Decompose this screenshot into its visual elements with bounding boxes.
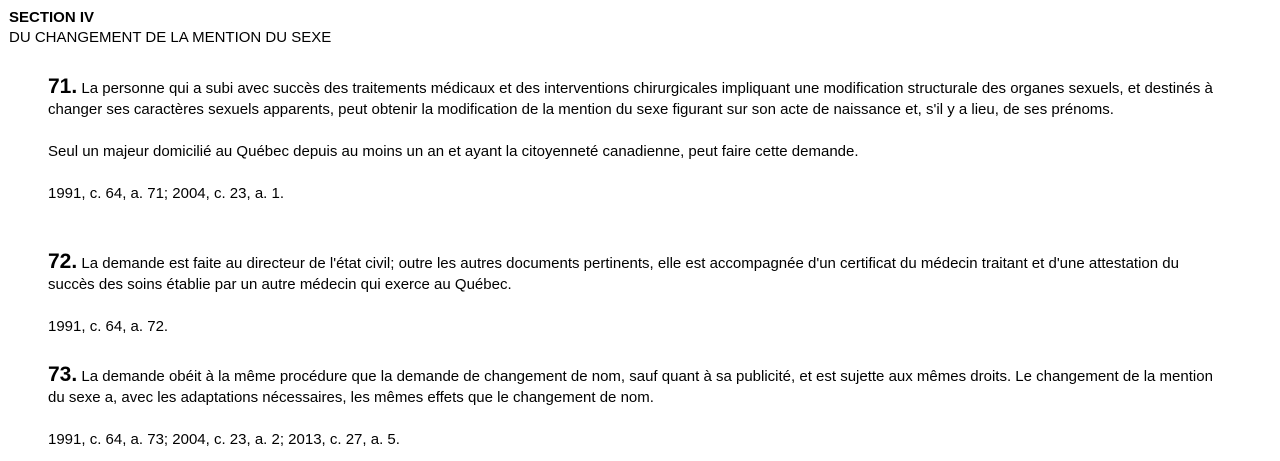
article-text: La demande est faite au directeur de l'état civil; outre les autres documents pertinents, elle est accompagnée d'un certificat du médecin traitant et d'une attestation du succès des soins établie par un autre médecin qui exerce au Québec. (48, 255, 1179, 293)
article-history: 1991, c. 64, a. 71; 2004, c. 23, a. 1. (48, 185, 285, 202)
article-number: 73. (48, 363, 78, 386)
article-text: La demande obéit à la même procédure que la demande de changement de nom, sauf quant à sa publicité, et est sujette aux mêmes droits. Le changement de la mention du sexe a, avec les adaptations nécessaires, les mêmes effets que le changement de nom. (48, 368, 1213, 406)
article-number: 71. (48, 75, 78, 98)
article-paragraph: Seul un majeur domicilié au Québec depuis au moins un an et ayant la citoyenneté canadienne, peut faire cette demande. (48, 143, 859, 160)
article-72 (48, 252, 1228, 337)
article-history: 1991, c. 64, a. 73; 2004, c. 23, a. 2; 2013, c. 27, a. 5. (48, 431, 400, 448)
section-number: SECTION IV (9, 9, 95, 26)
article-71 (48, 77, 1228, 204)
article-paragraph (48, 77, 1228, 120)
article-number: 72. (48, 250, 78, 273)
article-text: La personne qui a subi avec succès des traitements médicaux et des interventions chirurgicales impliquant une modification structurale des organes sexuels, et destinés à changer ses caractères sexuels apparents, peut obtenir la modification de la mention du sexe figurant sur son acte de naissance et, s'il y a lieu, de ses prénoms. (48, 80, 1213, 118)
section-title: DU CHANGEMENT DE LA MENTION DU SEXE (9, 29, 332, 46)
article-paragraph (48, 252, 1228, 295)
article-paragraph (48, 365, 1228, 408)
article-history: 1991, c. 64, a. 72. (48, 318, 169, 335)
section-header (9, 9, 331, 48)
article-73 (48, 365, 1228, 450)
